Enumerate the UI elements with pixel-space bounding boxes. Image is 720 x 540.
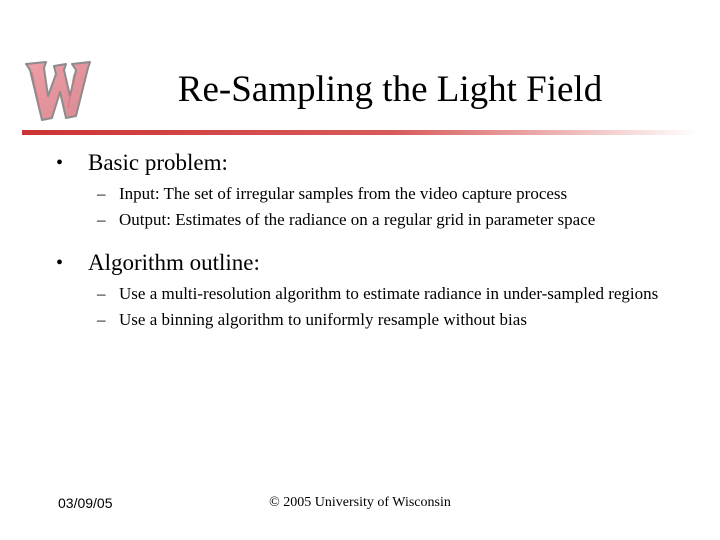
bullet-algorithm-outline — [56, 248, 676, 278]
sub-marker: – — [97, 310, 106, 329]
sub-marker: – — [97, 284, 106, 303]
bullet-marker: • — [56, 252, 64, 274]
sub-list-algorithm-outline — [56, 284, 676, 330]
sub-item-text: Use a binning algorithm to uniformly resample without bias — [119, 310, 527, 329]
sub-item-multi-resolution — [56, 284, 676, 304]
sub-marker: – — [97, 210, 106, 229]
sub-item-text: Use a multi-resolution algorithm to estimate radiance in under-sampled regions — [119, 284, 659, 303]
sub-item-output — [56, 210, 676, 230]
sub-item-input — [56, 184, 676, 204]
bullet-text: Basic problem: — [88, 150, 228, 175]
bullet-basic-problem — [56, 148, 676, 178]
slide-title: Re-Sampling the Light Field — [177, 69, 603, 110]
sub-item-text: Output: Estimates of the radiance on a regular grid in parameter space — [119, 210, 596, 229]
sub-item-binning — [56, 310, 676, 330]
slide-content — [56, 148, 676, 336]
sub-marker: – — [97, 184, 106, 203]
bullet-marker: • — [56, 152, 64, 174]
bullet-text: Algorithm outline: — [88, 250, 260, 275]
wisconsin-w-logo-icon — [22, 56, 94, 124]
footer-date: 03/09/05 — [58, 495, 113, 511]
sub-item-text: Input: The set of irregular samples from the video capture process — [119, 184, 568, 203]
footer-copyright: © 2005 University of Wisconsin — [269, 495, 451, 510]
title-rule — [22, 130, 698, 135]
sub-list-basic-problem — [56, 184, 676, 230]
